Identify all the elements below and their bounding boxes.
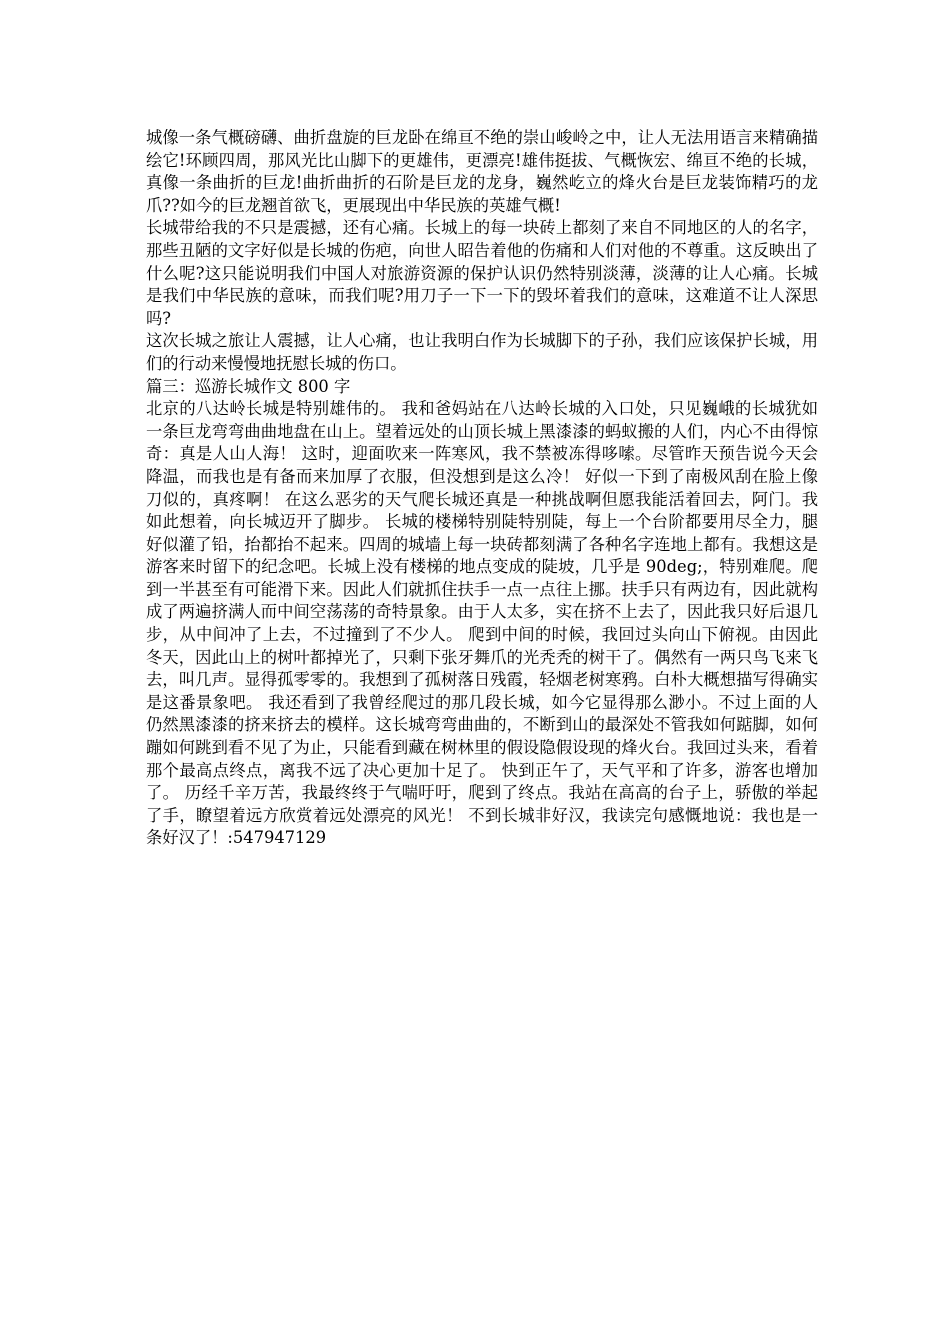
paragraph-essay-body: 北京的八达岭长城是特别雄伟的。 我和爸妈站在八达岭长城的入口处，只见巍峨的长城犹如一条巨龙弯弯曲曲地盘在山上。望着远处的山顶长城上黑漆漆的蚂蚁搬的人们，内心不由得惊奇：真是人山人海！ 这时，迎面吹来一阵寒风，我不禁被冻得哆嗦。尽管昨天预告说今天会降温，而我也是有备而来加厚了衣服，但没想到是这么冷！ 好似一下到了南极风刮在脸上像刀似的，真疼啊！ 在这么恶劣的天气爬长城还真是一种挑战啊但愿我能活着回去，阿门。我如此想着，向长城迈开了脚步。 长城的楼梯特别陡特别陡，每上一个台阶都要用尽全力，腿好似灌了铅，抬都抬不起来。四周的城墙上每一块砖都刻满了各种名字连地上都有。我想这是游客来时留下的纪念吧。长城上没有楼梯的地点变成的陡坡，几乎是 90deg;，特别难爬。爬到一半甚至有可能滑下来。因此人们就抓住扶手一点一点往上挪。扶手只有两边有，因此就构成了两遍挤满人而中间空荡荡的奇特景象。由于人太多，实在挤不上去了，因此我只好后退几步，从中间冲了上去，不过撞到了不少人。 爬到中间的时候，我回过头向山下俯视。由因此冬天，因此山上的树叶都掉光了，只剩下张牙舞爪的光秃秃的树干了。偶然有一两只鸟飞来飞去，叫几声。显得孤零零的。我想到了孤树落日残霞，轻烟老树寒鸦。白朴大概想描写得确实是这番景象吧。 我还看到了我曾经爬过的那几段长城，如今它显得那么渺小。不过上面的人仍然黑漆漆的挤来挤去的模样。这长城弯弯曲曲的，不断到山的最深处不管我如何踮脚，如何蹦如何跳到看不见了为止，只能看到藏在树林里的假设隐假设现的烽火台。我回过头来，看着那个最高点终点，离我不远了决心更加十足了。 快到正午了，天气平和了许多，游客也增加了。 历经千辛万苦，我最终终于气喘吁吁，爬到了终点。我站在高高的台子上，骄傲的举起了手，瞭望着远方欣赏着远处漂亮的风光！ 不到长城非好汉，我读完句感慨地说：我也是一条好汉了！:547947129 — [146, 399, 818, 848]
paragraph-heartache: 长城带给我的不只是震撼，还有心痛。长城上的每一块砖上都刻了来自不同地区的人的名字，那些丑陋的文字好似是长城的伤疤，向世人昭告着他的伤痛和人们对他的不尊重。这反映出了什么呢?这只能说明我们中国人对旅游资源的保护认识仍然特别淡薄，淡薄的让人心痛。长城是我们中华民族的意味，而我们呢?用刀子一下一下的毁坏着我们的意味，这难道不让人深思吗? — [146, 218, 818, 328]
paragraph-protect-wall: 这次长城之旅让人震撼，让人心痛，也让我明白作为长城脚下的子孙，我们应该保护长城，用们的行动来慢慢地抚慰长城的伤口。 — [146, 331, 818, 373]
essay-heading: 篇三：巡游长城作文 800 字 — [146, 376, 351, 396]
paragraph-great-wall-dragon: 城像一条气概磅礴、曲折盘旋的巨龙卧在绵亘不绝的崇山峻岭之中，让人无法用语言来精确描绘它!环顾四周，那风光比山脚下的更雄伟，更漂亮!雄伟挺拔、气概恢宏、绵亘不绝的长城，真像一条曲折的巨龙!曲折曲折的石阶是巨龙的龙身，巍然屹立的烽火台是巨龙装饰精巧的龙爪??如今的巨龙翘首欲飞，更展现出中华民族的英雄气概! — [146, 128, 818, 215]
document-body — [146, 127, 818, 850]
